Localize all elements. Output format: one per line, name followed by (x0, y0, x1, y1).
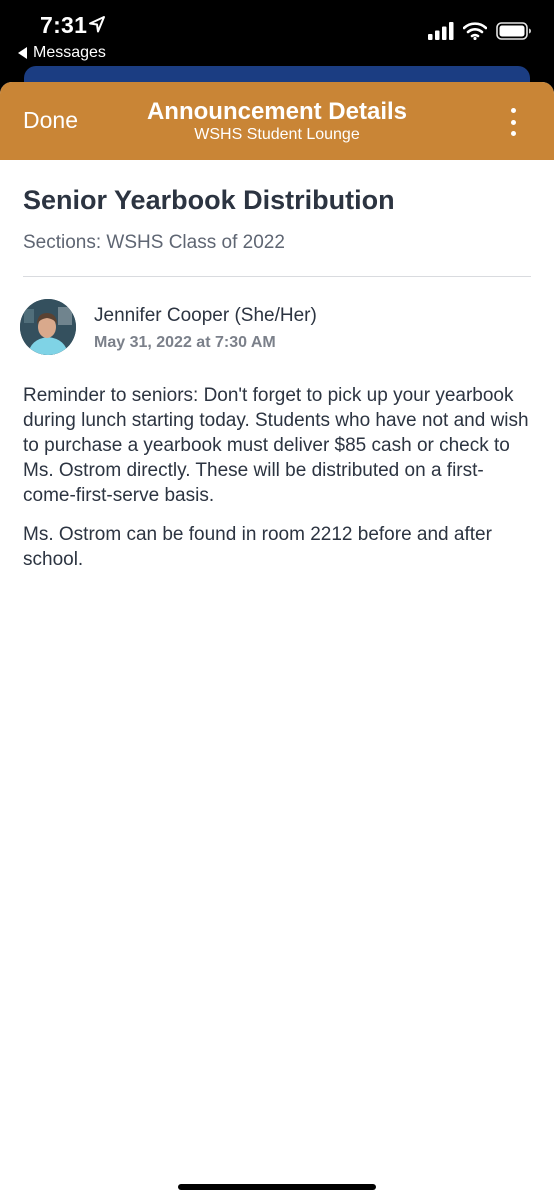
announcement-body (23, 383, 531, 572)
body-paragraph: Ms. Ostrom can be found in room 2212 before and after school. (23, 524, 492, 570)
divider (23, 276, 531, 277)
announcement-modal (0, 82, 554, 1200)
sections-label: Sections: WSHS Class of 2022 (23, 232, 285, 253)
wifi-icon (463, 22, 487, 40)
location-arrow-icon (88, 15, 106, 33)
avatar[interactable] (20, 299, 76, 355)
cellular-signal-icon (428, 22, 454, 40)
nav-title: Announcement Details (146, 98, 408, 125)
announcement-title: Senior Yearbook Distribution (23, 185, 395, 215)
nav-subtitle: WSHS Student Lounge (194, 126, 360, 143)
author-row (23, 299, 531, 357)
post-date: May 31, 2022 at 7:30 AM (94, 334, 276, 351)
status-indicators (428, 22, 532, 40)
status-bar (0, 0, 554, 70)
back-to-app-link[interactable] (18, 44, 106, 62)
back-triangle-icon (18, 47, 27, 59)
navbar (0, 82, 554, 160)
done-button[interactable]: Done (23, 107, 78, 133)
more-vertical-icon[interactable] (498, 104, 528, 140)
announcement-content (0, 160, 554, 572)
body-paragraph: Reminder to seniors: Don't forget to pick up your yearbook during lunch starting today. Students who have not and wish to purchase a yearbook must deliver $85 cash or check to Ms. Ostrom directly. These will be distributed on a first-come-first-serve basis. (23, 385, 529, 506)
battery-icon (496, 22, 532, 40)
author-name: Jennifer Cooper (She/Her) (94, 305, 317, 326)
status-time: 7:31 (40, 12, 88, 38)
home-indicator[interactable] (178, 1184, 376, 1190)
back-app-label: Messages (33, 44, 106, 61)
